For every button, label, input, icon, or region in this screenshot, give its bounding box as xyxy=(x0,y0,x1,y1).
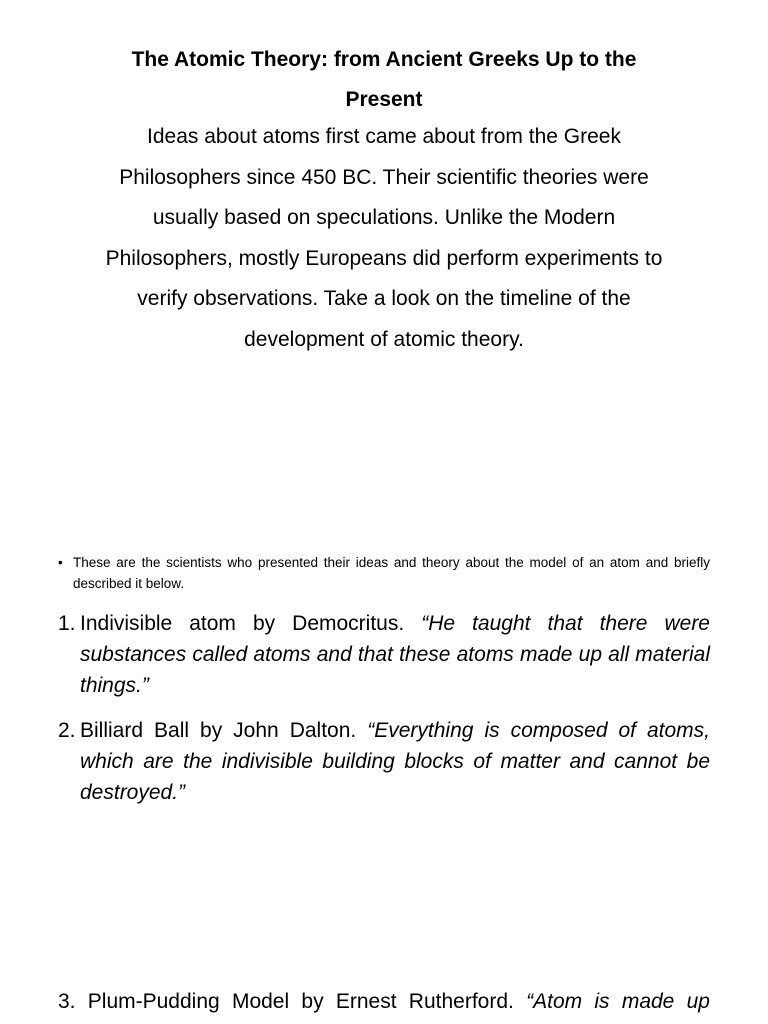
bullet-icon: • xyxy=(58,555,63,570)
item-quote: “Everything is composed of atoms, which are the indivisible building blocks of matter and cannot be destroyed.” xyxy=(80,719,711,804)
numbered-item-dalton xyxy=(58,715,710,808)
item-lead: Indivisible atom by Democritus. xyxy=(80,612,422,635)
item-number: 3. xyxy=(58,990,76,1013)
document-title: The Atomic Theory: from Ancient Greeks Up to the Present xyxy=(131,48,637,111)
bullet-text: These are the scientists who presented their ideas and theory about the model of an atom and briefly described it below. xyxy=(73,555,710,591)
intro-paragraph: Ideas about atoms first came about from the Greek Philosophers since 450 BC. Their scientific theories were usually based on speculations. Unlike the Modern Philosophers, mostly Europeans did perform experiments to verify observations. Take a look on the timeline of the development of atomic theory. xyxy=(105,125,663,351)
item-quote: “Atom is made up xyxy=(526,990,710,1013)
item-body xyxy=(80,608,710,701)
item-body xyxy=(80,715,710,808)
numbered-item-rutherford xyxy=(58,986,710,1017)
bullet-list-item xyxy=(58,552,710,594)
numbered-item-democritus xyxy=(58,608,710,701)
item-number: 2. xyxy=(58,719,76,742)
item-quote: “He taught that there were substances called atoms and that these atoms made up all material things.” xyxy=(80,612,710,697)
item-lead: Plum-Pudding Model by Ernest Rutherford. xyxy=(87,990,527,1013)
item-lead: Billiard Ball by John Dalton. xyxy=(80,719,368,742)
item-number: 1. xyxy=(58,612,76,635)
